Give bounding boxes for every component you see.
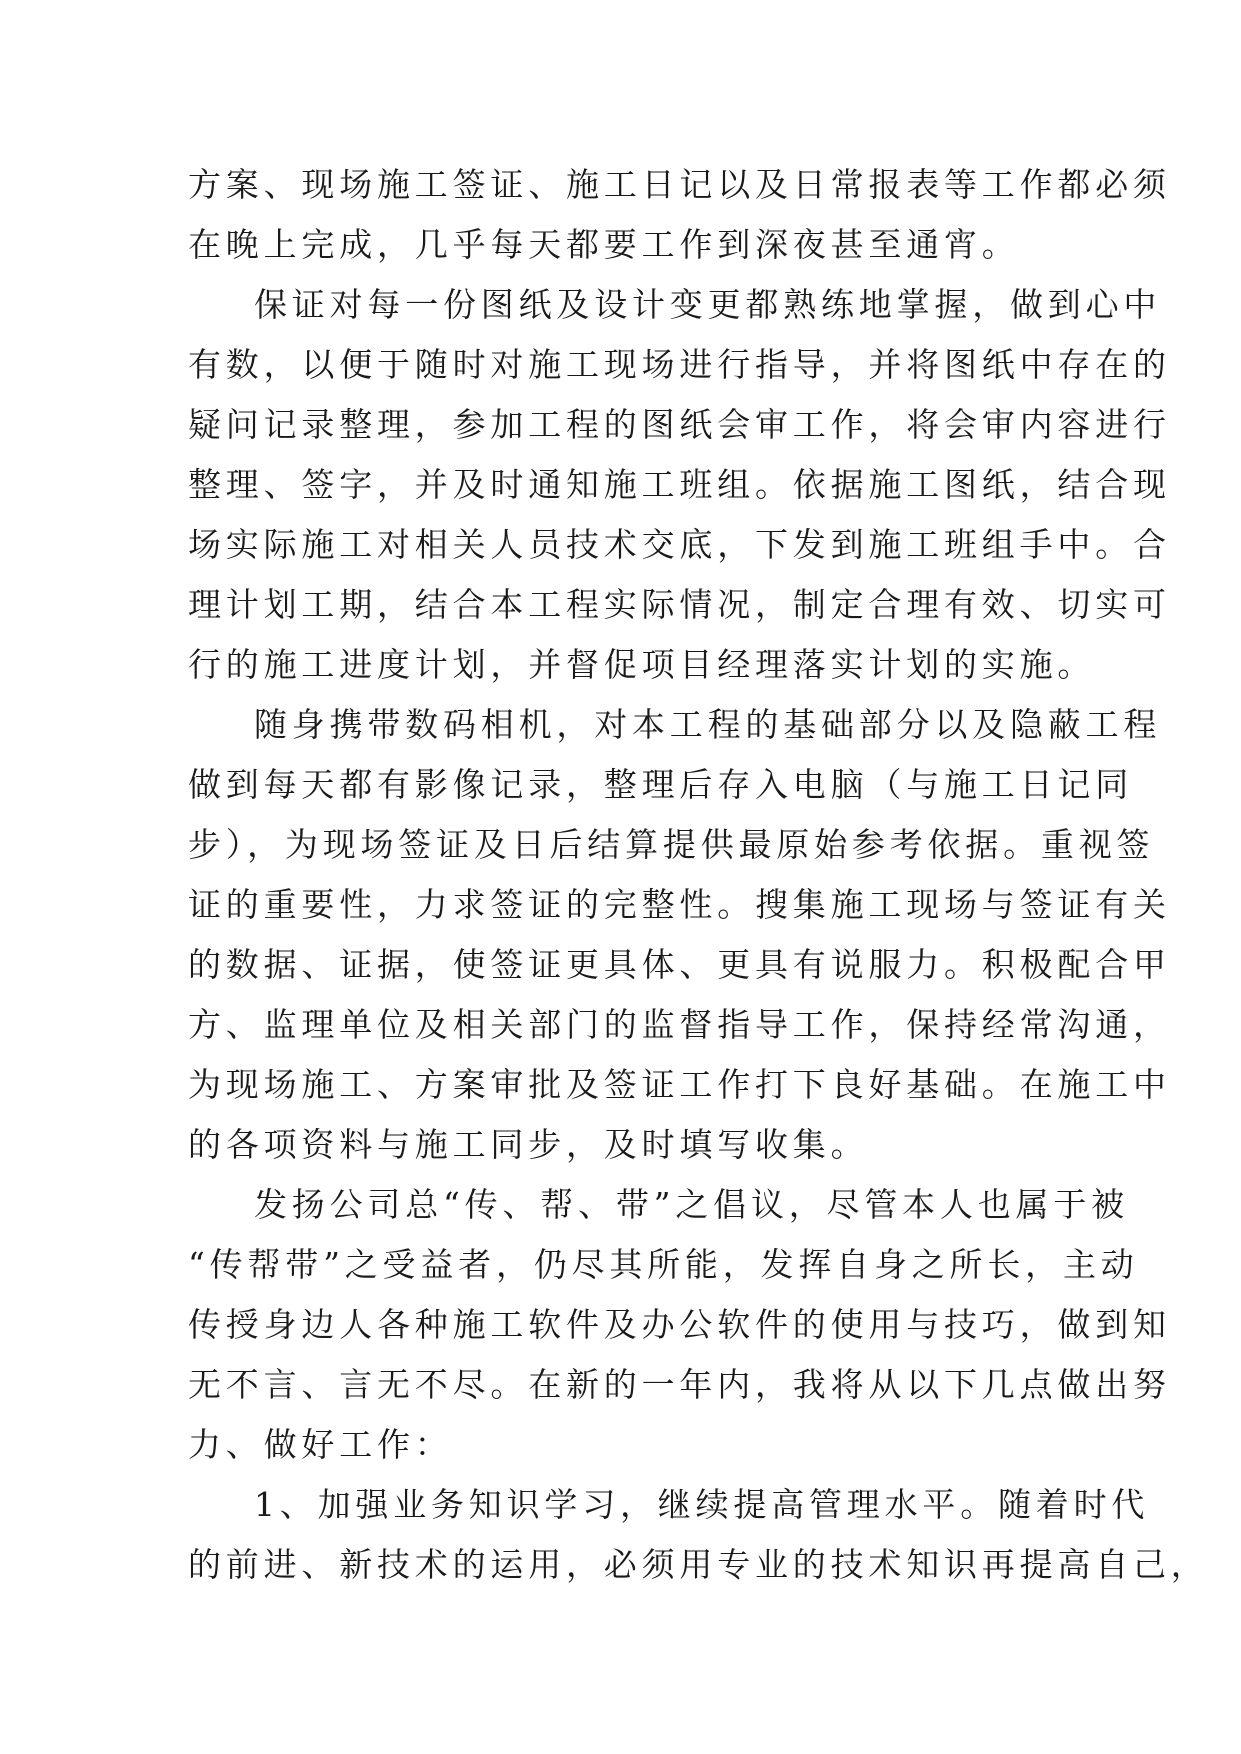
body-text <box>188 155 1209 1595</box>
text-line: 做到每天都有影像记录，整理后存入电脑（与施工日记同 <box>188 765 1133 804</box>
text-line: 疑问记录整理，参加工程的图纸会审工作，将会审内容进行 <box>188 405 1171 444</box>
text-line: 为现场施工、方案审批及签证工作打下良好基础。在施工中 <box>188 1065 1171 1104</box>
text-line: 保证对每一份图纸及设计变更都熟练地掌握，做到心中 <box>254 285 1162 324</box>
text-line: 的前进、新技术的运用，必须用专业的技术知识再提高自己， <box>188 1545 1209 1584</box>
text-line: 证的重要性，力求签证的完整性。搜集施工现场与签证有关 <box>188 885 1171 924</box>
text-line: 在晚上完成，几乎每天都要工作到深夜甚至通宵。 <box>188 225 1020 264</box>
text-line: 力、做好工作： <box>188 1425 453 1464</box>
text-line: 传授身边人各种施工软件及办公软件的使用与技巧，做到知 <box>188 1305 1171 1344</box>
text-line: 场实际施工对相关人员技术交底，下发到施工班组手中。合 <box>188 525 1171 564</box>
text-line: 有数，以便于随时对施工现场进行指导，并将图纸中存在的 <box>188 345 1171 384</box>
text-line: 1、加强业务知识学习，继续提高管理水平。随着时代 <box>254 1485 1150 1524</box>
text-line: 整理、签字，并及时通知施工班组。依据施工图纸，结合现 <box>188 465 1171 504</box>
text-line: “传帮带”之受益者，仍尽其所能，发挥自身之所长，主动 <box>188 1245 1139 1284</box>
text-line: 随身携带数码相机，对本工程的基础部分以及隐蔽工程 <box>254 705 1162 744</box>
text-line: 方、监理单位及相关部门的监督指导工作，保持经常沟通， <box>188 1005 1171 1044</box>
text-line: 的各项资料与施工同步，及时填写收集。 <box>188 1125 869 1164</box>
text-line: 方案、现场施工签证、施工日记以及日常报表等工作都必须 <box>188 165 1171 204</box>
text-line: 理计划工期，结合本工程实际情况，制定合理有效、切实可 <box>188 585 1171 624</box>
text-line: 发扬公司总“传、帮、带”之倡议，尽管本人也属于被 <box>254 1185 1129 1224</box>
text-line: 步），为现场签证及日后结算提供最原始参考依据。重视签 <box>188 825 1155 864</box>
text-line: 的数据、证据，使签证更具体、更具有说服力。积极配合甲 <box>188 945 1171 984</box>
text-line: 无不言、言无不尽。在新的一年内，我将从以下几点做出努 <box>188 1365 1171 1404</box>
text-line: 行的施工进度计划，并督促项目经理落实计划的实施。 <box>188 645 1096 684</box>
